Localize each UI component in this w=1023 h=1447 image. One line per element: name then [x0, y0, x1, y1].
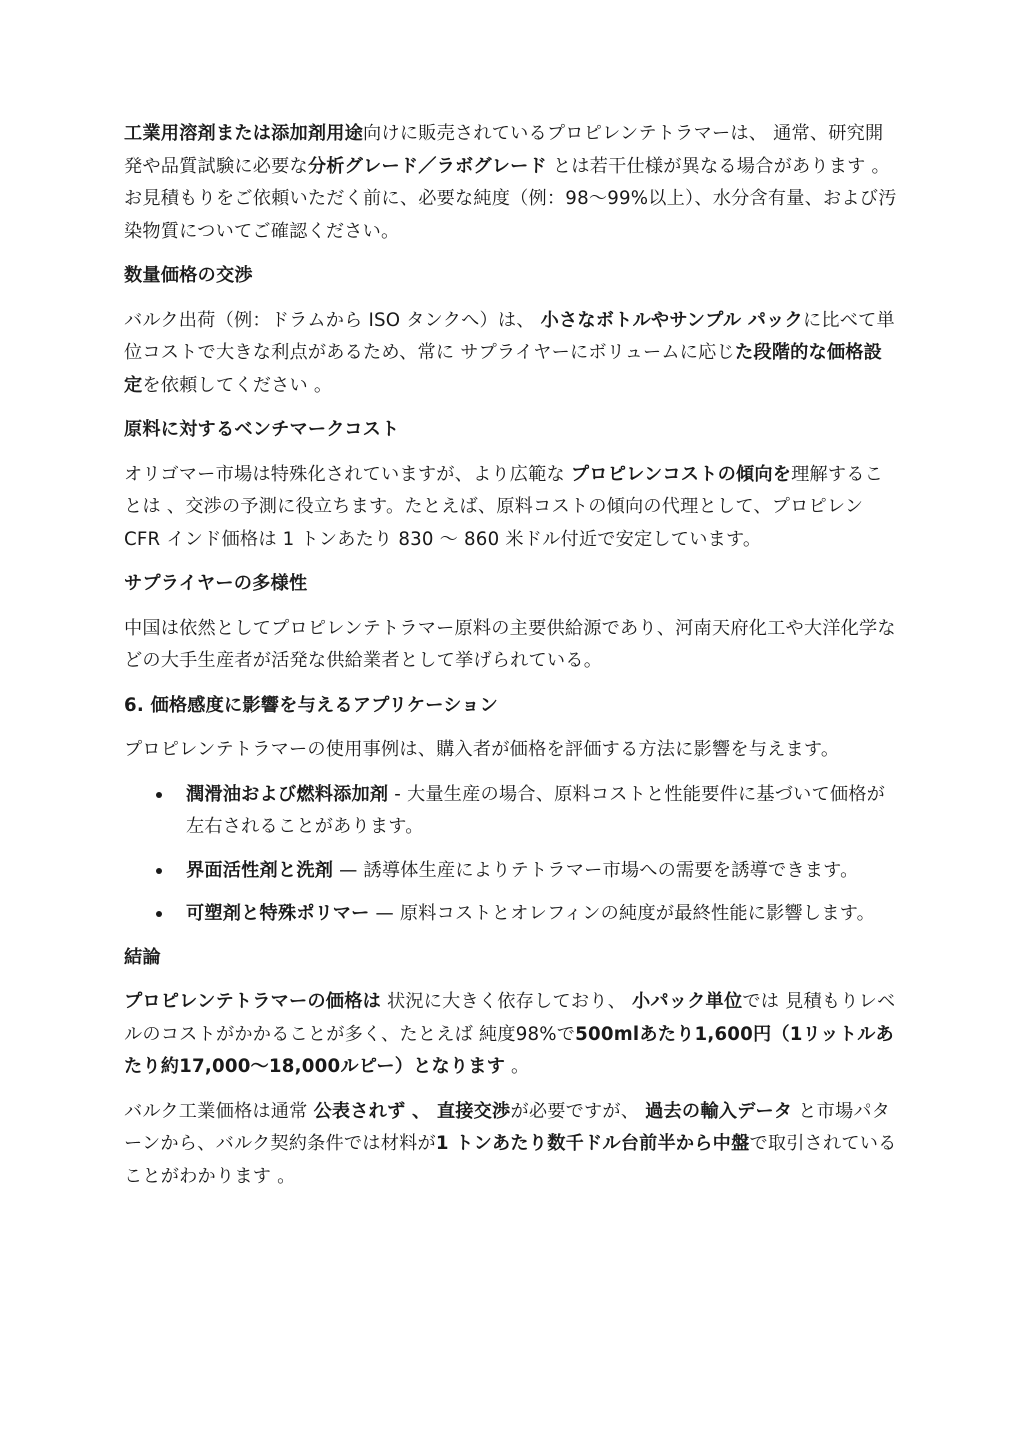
- intro-bold-usage: 工業用溶剤または添加剤用途: [124, 123, 364, 144]
- list-item: 可塑剤と特殊ポリマー — 原料コストとオレフィンの純度が最終性能に影響します。: [186, 898, 898, 931]
- benchmark-paragraph: オリゴマー市場は特殊化されていますが、より広範な プロピレンコストの傾向を理解することは 、交渉の予測に役立ちます。たとえば、原料コストの傾向の代理として、プロピレン CFR インド価格は 1 トンあたり 830 〜 860 米ドル付近で安定しています。: [124, 463, 884, 550]
- heading-benchmark-cost: 原料に対するベンチマークコスト: [124, 419, 400, 440]
- conclusion-paragraph-1: プロピレンテトラマーの価格は 状況に大きく依存しており、 小パック単位では 見積もりレベルのコストがかかることが多く、たとえば 純度98%で500mlあたり1,600円（1リットルあたり約17,000〜18,000ルピー）となります 。: [124, 991, 896, 1077]
- heading-volume-pricing: 数量価格の交渉: [124, 265, 253, 286]
- heading-conclusion: 結論: [124, 946, 161, 968]
- document-page: [124, 118, 898, 1205]
- conclusion-paragraph-2: バルク工業価格は通常 公表されず 、 直接交渉が必要ですが、 過去の輸入データ と市場パターンから、バルク契約条件では材料が1 トンあたり数千ドル台前半から中盤で取引されていることがわかります 。: [124, 1100, 897, 1187]
- intro-bold-grade: 分析グレード／ラボグレード: [307, 155, 547, 177]
- list-item: 界面活性剤と洗剤 — 誘導体生産によりテトラマー市場への需要を誘導できます。: [186, 855, 898, 888]
- supplier-paragraph: 中国は依然としてプロピレンテトラマー原料の主要供給源であり、河南天府化工や大洋化学などの大手生産者が活発な供給業者として挙げられている。: [124, 617, 896, 671]
- intro-paragraph: 工業用溶剤または添加剤用途向けに販売されているプロピレンテトラマーは、 通常、研究開発や品質試験に必要な分析グレード／ラボグレード とは若干仕様が異なる場合があります 。お見積もりをご依頼いただく前に、必要な純度（例：98〜99%以上）、水分含有量、および汚染物質についてご確認ください。: [124, 123, 897, 242]
- applications-list: [124, 779, 898, 931]
- list-item: 潤滑油および燃料添加剤 - 大量生産の場合、原料コストと性能要件に基づいて価格が左右されることがあります。: [186, 779, 898, 844]
- volume-paragraph: バルク出荷（例：ドラムから ISO タンクへ）は、 小さなボトルやサンプル パックに比べて単位コストで大きな利点があるため、常に サプライヤーにボリュームに応じた段階的な価格設定を依頼してください 。: [124, 309, 895, 396]
- applications-intro: プロピレンテトラマーの使用事例は、購入者が価格を評価する方法に影響を与えます。: [124, 739, 840, 760]
- heading-supplier-diversity: サプライヤーの多様性: [124, 573, 308, 594]
- heading-applications: 6. 価格感度に影響を与えるアプリケーション: [124, 694, 499, 716]
